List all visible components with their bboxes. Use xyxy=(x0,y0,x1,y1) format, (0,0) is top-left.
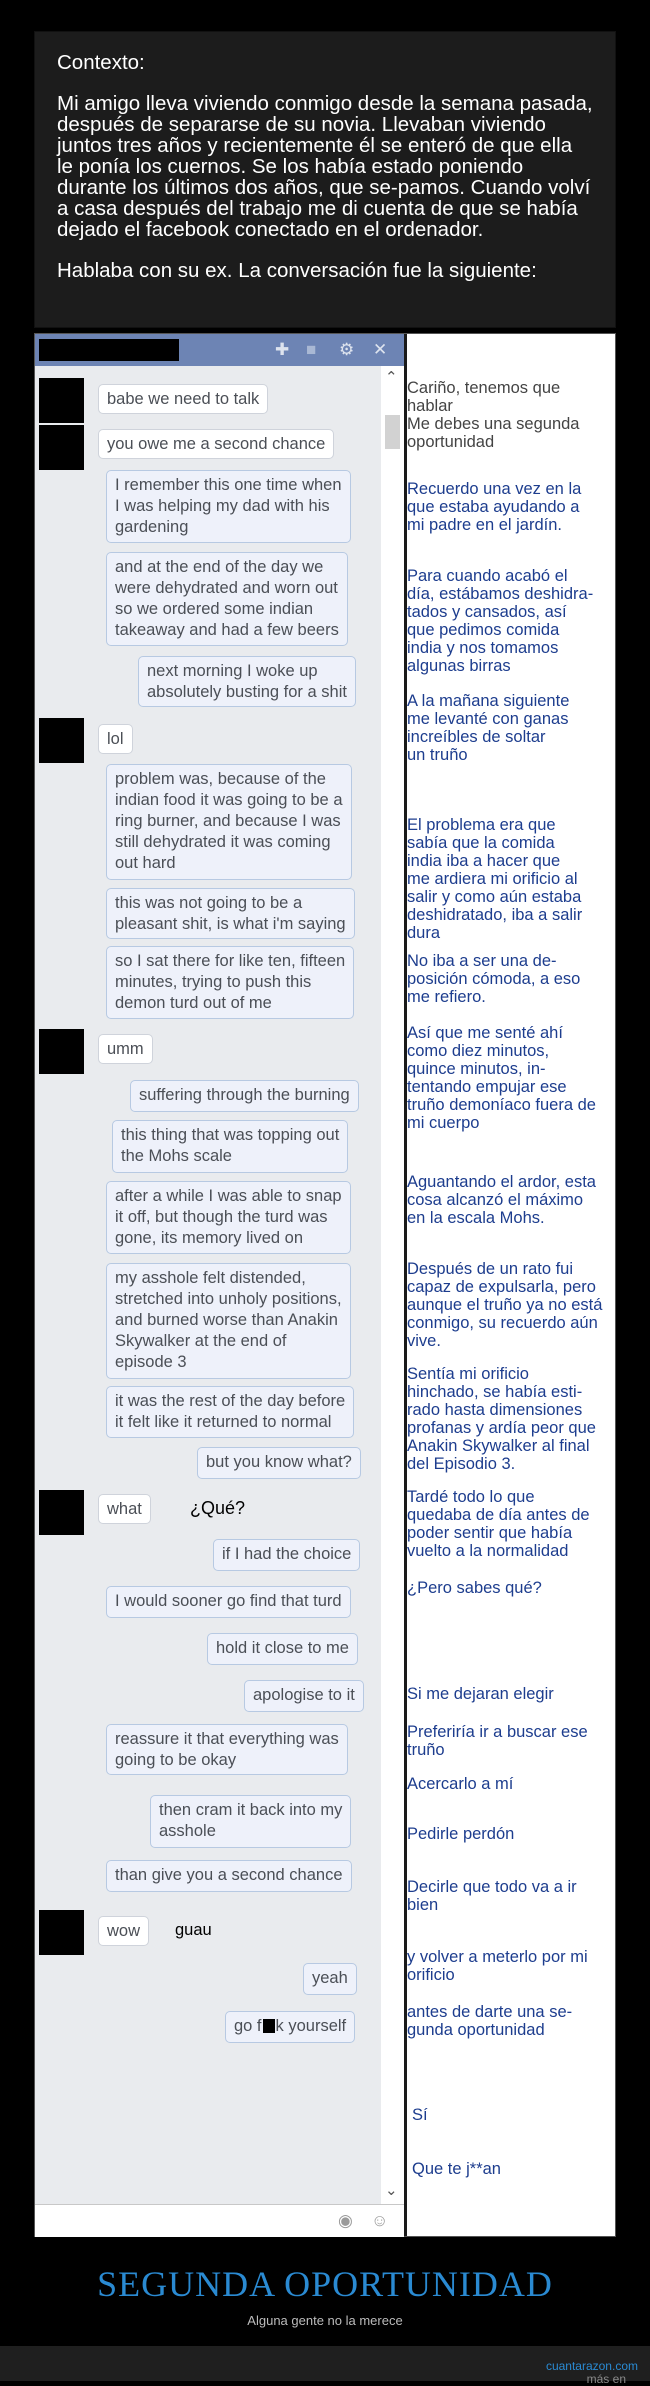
conversation-panel xyxy=(34,333,616,2237)
translation: Para cuando acabó el día, estábamos deshidra- tados y cansados, así que pedimos comida india y nos tomamos algunas birras xyxy=(407,567,594,675)
translation: No iba a ser una de- posición cómoda, a eso me refiero. xyxy=(407,952,581,1006)
composer[interactable] xyxy=(35,2204,404,2237)
translation: Tardé todo lo que quedaba de día antes de poder sentir que había vuelto a la normalidad xyxy=(407,1488,590,1560)
avatar xyxy=(39,1910,84,1955)
message-in: you owe me a second chance xyxy=(98,429,334,459)
message-out: and at the end of the day we were dehydrated and worn out so we ordered some indian takeaway and had a few beers xyxy=(106,552,348,646)
emoji-icon[interactable]: ☺ xyxy=(371,2211,389,2230)
scroll-down-icon[interactable]: ⌄ xyxy=(385,2182,398,2199)
footer-prefix: más en xyxy=(586,2372,626,2386)
message-in: wow xyxy=(98,1916,149,1946)
message-in: babe we need to talk xyxy=(98,384,268,414)
message-out xyxy=(225,2011,355,2043)
context-title: Contexto: xyxy=(57,51,145,74)
message-out: it was the rest of the day before it felt like it returned to normal xyxy=(106,1386,354,1438)
translation: Aguantando el ardor, esta cosa alcanzó el máximo en la escala Mohs. xyxy=(407,1173,596,1227)
page-subtitle: Alguna gente no la merece xyxy=(247,2313,403,2328)
context-paragraph-2: Hablaba con su ex. La conversación fue la siguiente: xyxy=(57,259,537,282)
message-text: k yourself xyxy=(275,2017,347,2035)
avatar xyxy=(39,425,84,470)
censor-block xyxy=(263,2019,275,2033)
footer-bar xyxy=(0,2346,650,2386)
redacted-name xyxy=(39,339,179,361)
video-icon[interactable]: ■ xyxy=(306,340,317,359)
context-paragraph-1: Mi amigo lleva viviendo conmigo desde la semana pasada, después de separarse de su novia. Llevaban viviendo juntos tres años y recientemente él se enteró de que ella le ponía los cuernos. Se los había estado poniendo durante los últimos dos años, que se-pamos. Cuando volví a casa después del trabajo me di cuenta de que se había dejado el facebook conectado en el ordenador. xyxy=(57,92,593,241)
message-out: reassure it that everything was going to be okay xyxy=(106,1724,348,1775)
translation: Que te j**an xyxy=(412,2160,501,2178)
translation: Así que me senté ahí como diez minutos, quince minutos, in- tentando empujar ese truño demoníaco fuera de mi cuerpo xyxy=(407,1024,596,1132)
message-out: after a while I was able to snap it off, but though the turd was gone, its memory lived on xyxy=(106,1181,351,1254)
footer-text xyxy=(545,2359,638,2386)
message-out: if I had the choice xyxy=(213,1539,360,1571)
translation: A la mañana siguiente me levanté con ganas increíbles de soltar un truño xyxy=(407,692,570,764)
message-out: suffering through the burning xyxy=(130,1080,359,1112)
inline-translation-note: guau xyxy=(175,1921,212,1939)
chat-scrollbar[interactable] xyxy=(381,366,404,2204)
message-out: than give you a second chance xyxy=(106,1860,352,1892)
gear-icon[interactable]: ⚙ xyxy=(339,340,355,359)
message-text: go f xyxy=(234,2017,262,2035)
avatar xyxy=(39,1029,84,1074)
message-in: umm xyxy=(98,1034,153,1064)
avatar xyxy=(39,378,84,423)
message-out: I remember this one time when I was helping my dad with his gardening xyxy=(106,470,351,543)
footer-link[interactable]: cuantarazon.com xyxy=(545,2359,638,2373)
message-out: my asshole felt distended, stretched into unholy positions, and burned worse than Anakin Skywalker at the end of episode 3 xyxy=(106,1263,351,1379)
close-icon[interactable]: ✕ xyxy=(373,340,388,359)
translation: El problema era que sabía que la comida india iba a hacer que me ardiera mi orificio al salir y como aún estaba deshidratado, iba a salir dura xyxy=(407,816,583,942)
message-in: what xyxy=(98,1494,151,1524)
avatar xyxy=(39,718,84,763)
message-out: this was not going to be a pleasant shit, is what i'm saying xyxy=(106,888,355,939)
message-out: apologise to it xyxy=(244,1680,364,1712)
translation: Después de un rato fui capaz de expulsarla, pero aunque el truño ya no está conmigo, su recuerdo aún vive. xyxy=(407,1260,603,1350)
message-out: hold it close to me xyxy=(207,1633,358,1665)
translation: Pedirle perdón xyxy=(407,1825,515,1843)
translation: Cariño, tenemos que hablar Me debes una segunda oportunidad xyxy=(407,379,580,451)
page-title: SEGUNDA OPORTUNIDAD xyxy=(97,2264,553,2304)
translation: Preferiría ir a buscar ese truño xyxy=(407,1723,588,1759)
message-out: next morning I woke up absolutely busting for a shit xyxy=(138,656,356,707)
message-out: but you know what? xyxy=(197,1447,361,1479)
message-out: yeah xyxy=(303,1963,357,1995)
message-out: this thing that was topping out the Mohs scale xyxy=(112,1120,348,1173)
translation: Sí xyxy=(412,2106,428,2124)
translation: ¿Pero sabes qué? xyxy=(407,1579,542,1597)
inline-translation-note: ¿Qué? xyxy=(190,1498,246,1518)
context-box xyxy=(34,31,616,328)
translation: Si me dejaran elegir xyxy=(407,1685,554,1703)
message-out: then cram it back into my asshole xyxy=(150,1795,351,1848)
translation: y volver a meterlo por mi orificio xyxy=(407,1948,588,1984)
add-friend-icon[interactable]: ✚ xyxy=(275,340,290,359)
scroll-thumb[interactable] xyxy=(385,415,400,449)
message-in: lol xyxy=(98,724,133,754)
scroll-up-icon[interactable]: ⌃ xyxy=(385,369,398,386)
translation: Decirle que todo va a ir bien xyxy=(407,1878,577,1914)
translation: Acercarlo a mí xyxy=(407,1775,514,1793)
translation: antes de darte una se- gunda oportunidad xyxy=(407,2003,573,2039)
message-out: I would sooner go find that turd xyxy=(106,1586,351,1618)
message-list[interactable] xyxy=(35,366,381,2204)
message-out: problem was, because of the indian food it was going to be a ring burner, and because I was still dehydrated it was coming out hard xyxy=(106,764,352,880)
message-out: so I sat there for like ten, fifteen minutes, trying to push this demon turd out of me xyxy=(106,946,354,1019)
translation: Sentía mi orificio hinchado, se había esti- rado hasta dimensiones profanas y ardía peor que Anakin Skywalker al final del Episodio 3. xyxy=(407,1365,596,1473)
translation: Recuerdo una vez en la que estaba ayudando a mi padre en el jardín. xyxy=(407,480,582,534)
chat-header[interactable] xyxy=(35,334,404,366)
chat-window xyxy=(35,334,407,2236)
camera-icon[interactable]: ◉ xyxy=(338,2211,353,2230)
avatar xyxy=(39,1490,84,1535)
